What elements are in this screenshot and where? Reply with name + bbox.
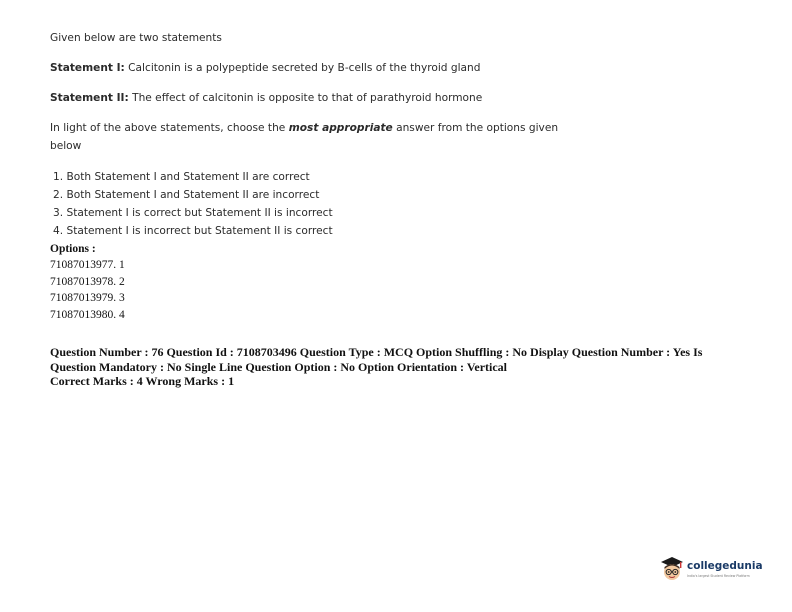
choice-1: 1. Both Statement I and Statement II are correct <box>53 171 310 183</box>
metadata-line-1: Question Number : 76 Question Id : 7108703496 Question Type : MCQ Option Shuffling : No Display Question Number : Yes Is <box>50 345 703 359</box>
statement-1-text: Calcitonin is a polypeptide secreted by B-cells of the thyroid gland <box>124 62 481 74</box>
question-prompt-line2: below <box>50 140 82 152</box>
choice-4: 4. Statement I is incorrect but Statement II is correct <box>53 225 333 237</box>
prompt-before: In light of the above statements, choose the <box>50 122 289 134</box>
question-intro: Given below are two statements <box>50 32 222 44</box>
prompt-after: answer from the options given <box>392 122 559 134</box>
statement-2-text: The effect of calcitonin is opposite to that of parathyroid hormone <box>128 92 483 104</box>
statement-1 <box>50 62 480 74</box>
option-item-4: 71087013980. 4 <box>50 309 125 321</box>
choice-2: 2. Both Statement I and Statement II are incorrect <box>53 189 320 201</box>
question-prompt <box>50 122 558 134</box>
statement-1-label: Statement I: <box>50 62 125 74</box>
logo-name: collegedunia <box>687 560 763 572</box>
metadata-line-2: Question Mandatory : No Single Line Question Option : No Option Orientation : Vertical <box>50 359 508 374</box>
metadata-line-3: Correct Marks : 4 Wrong Marks : 1 <box>50 374 235 388</box>
question-metadata <box>50 345 702 389</box>
option-item-2: 71087013978. 2 <box>50 276 125 288</box>
prompt-emphasis: most appropriate <box>288 122 393 134</box>
statement-2-label: Statement II: <box>50 92 129 104</box>
statement-2 <box>50 92 482 104</box>
options-heading: Options : <box>50 243 96 255</box>
graduate-mascot-icon <box>660 556 684 582</box>
collegedunia-logo <box>660 556 770 586</box>
logo-tagline: India's largest Student Review Platform <box>687 574 750 578</box>
option-item-1: 71087013977. 1 <box>50 259 125 271</box>
choice-3: 3. Statement I is correct but Statement II is incorrect <box>53 207 333 219</box>
option-item-3: 71087013979. 3 <box>50 292 125 304</box>
